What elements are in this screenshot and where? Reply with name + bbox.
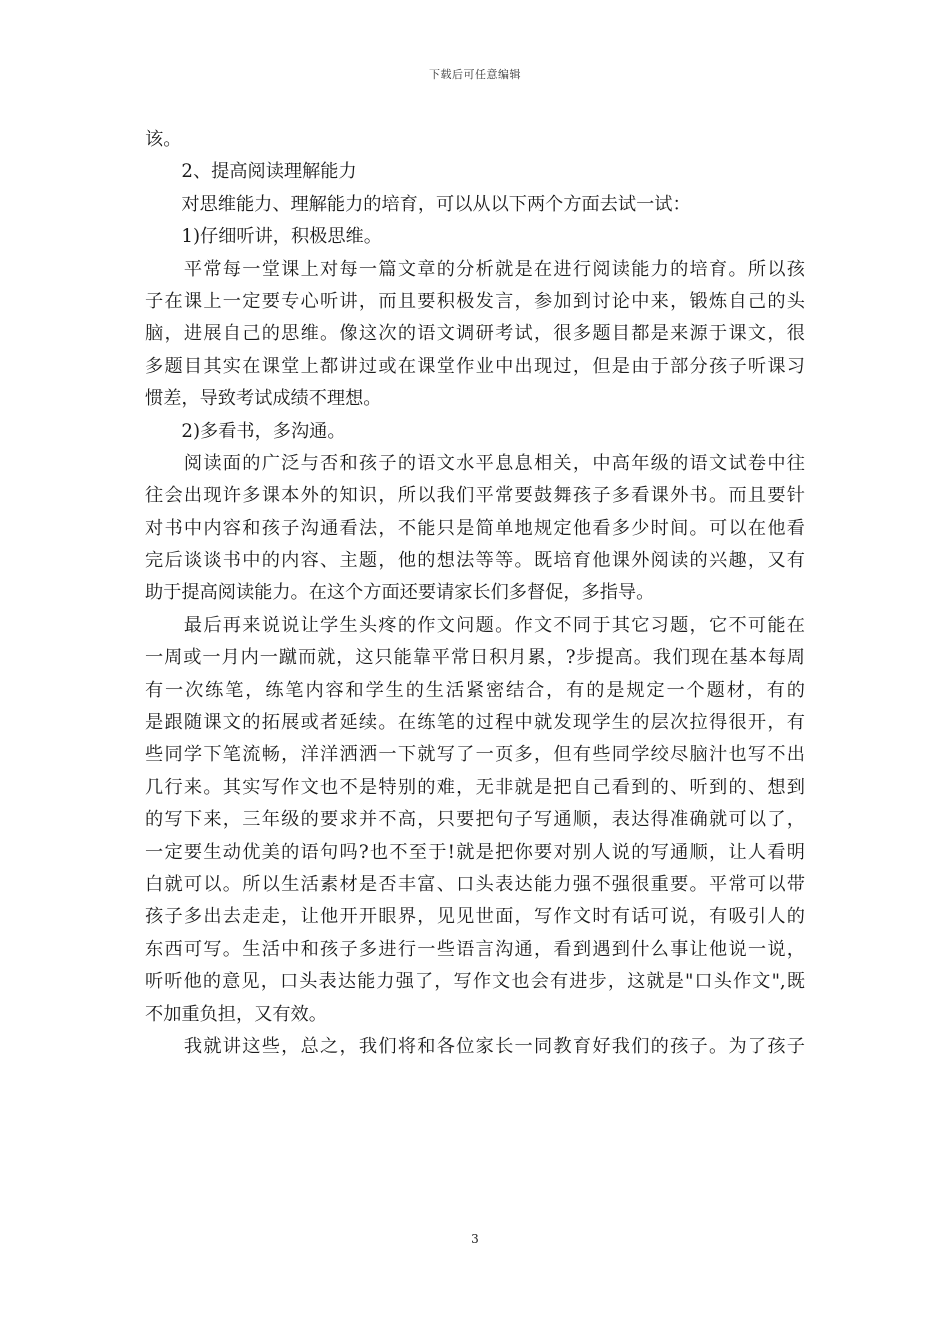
text-line: 东西可写。生活中和孩子多进行一些语言沟通，看到遇到什么事让他说一说， <box>145 938 805 960</box>
text-line: 听听他的意见，口头表达能力强了，写作文也会有进步，这就是"口头作文",既 <box>145 971 805 993</box>
page-header: 下载后可任意编辑 <box>429 68 521 81</box>
text-line: 往会出现许多课本外的知识，所以我们平常要鼓舞孩子多看课外书。而且要针 <box>145 485 805 507</box>
text-line: 一定要生动优美的语句吗?也不至于!就是把你要对别人说的写通顺，让人看明 <box>145 841 805 863</box>
text-line: 有一次练笔，练笔内容和学生的生活紧密结合，有的是规定一个题材，有的 <box>145 679 805 701</box>
subsection-heading: 1)仔细听讲，积极思维。 <box>145 226 382 248</box>
text-line: 我就讲这些，总之，我们将和各位家长一同教育好我们的孩子。为了孩子 <box>145 1035 805 1057</box>
text-line: 该。 <box>145 129 182 150</box>
text-line: 子在课上一定要专心听讲，而且要积极发言，参加到讨论中来，锻炼自己的头 <box>145 290 805 312</box>
page-number: 3 <box>471 1232 479 1246</box>
subsection-heading: 2)多看书，多沟通。 <box>145 420 346 442</box>
text-line: 完后谈谈书中的内容、主题，他的想法等等。既培育他课外阅读的兴趣，又有 <box>145 550 805 572</box>
text-line: 几行来。其实写作文也不是特别的难，无非就是把自己看到的、听到的、想到 <box>145 776 805 798</box>
text-line: 平常每一堂课上对每一篇文章的分析就是在进行阅读能力的培育。所以孩 <box>145 258 805 280</box>
text-line: 一周或一月内一蹴而就，这只能靠平常日积月累，?步提高。我们现在基本每周 <box>145 647 805 669</box>
text-line: 孩子多出去走走，让他开开眼界，见见世面，写作文时有话可说，有吸引人的 <box>145 906 805 928</box>
text-line: 白就可以。所以生活素材是否丰富、口头表达能力强不强很重要。平常可以带 <box>145 873 805 895</box>
text-line: 对书中内容和孩子沟通看法，不能只是简单地规定他看多少时间。可以在他看 <box>145 517 805 539</box>
text-line: 对思维能力、理解能力的培育，可以从以下两个方面去试一试： <box>145 193 691 215</box>
text-line: 惯差，导致考试成绩不理想。 <box>145 388 382 410</box>
text-line: 脑，进展自己的思维。像这次的语文调研考试，很多题目都是来源于课文，很 <box>145 323 805 345</box>
text-line: 是跟随课文的拓展或者延续。在练笔的过程中就发现学生的层次拉得很开，有 <box>145 712 805 734</box>
text-line: 不加重负担，又有效。 <box>145 1003 327 1025</box>
text-line: 多题目其实在课堂上都讲过或在课堂作业中出现过，但是由于部分孩子听课习 <box>145 355 805 377</box>
text-line: 阅读面的广泛与否和孩子的语文水平息息相关，中高年级的语文试卷中往 <box>145 452 805 474</box>
text-line: 的写下来，三年级的要求并不高，只要把句子写通顺，表达得准确就可以了， <box>145 809 805 831</box>
text-line: 最后再来说说让学生头疼的作文问题。作文不同于其它习题，它不可能在 <box>145 614 805 636</box>
document-body <box>145 124 805 1063</box>
text-line: 些同学下笔流畅，洋洋洒洒一下就写了一页多，但有些同学绞尽脑汁也写不出 <box>145 744 805 766</box>
text-line: 助于提高阅读能力。在这个方面还要请家长们多督促，多指导。 <box>145 582 655 604</box>
section-heading: 2、提高阅读理解能力 <box>145 161 357 183</box>
